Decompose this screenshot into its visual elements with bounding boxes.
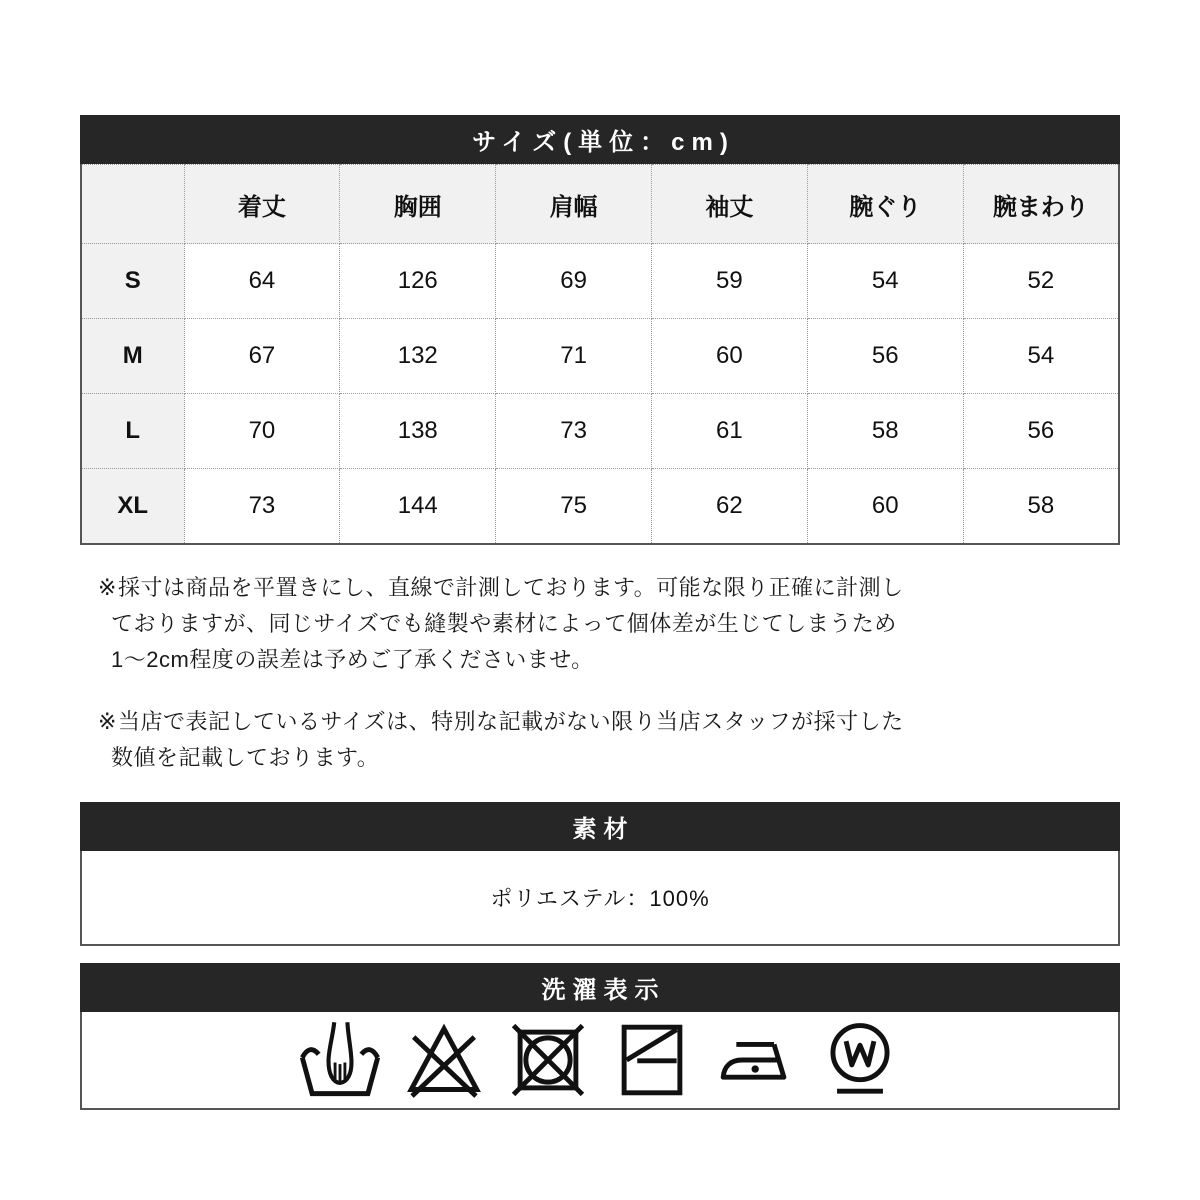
size-value-cell: 71 [496, 319, 652, 394]
size-value-cell: 73 [496, 394, 652, 469]
size-table-header-row [81, 165, 1119, 244]
size-table [80, 164, 1120, 545]
material-value: ポリエステル：100% [490, 886, 710, 911]
size-value-cell: 52 [963, 244, 1119, 319]
staff-measured-note [98, 704, 904, 776]
table-row-m [81, 319, 1119, 394]
laundry-icons-row [80, 1012, 1120, 1110]
table-row-s [81, 244, 1119, 319]
dry-flat-in-shade-icon [611, 1016, 693, 1104]
note-line-text: 当店で表記しているサイズは、特別な記載がない限り当店スタッフが採寸した [117, 709, 904, 734]
material-section [80, 802, 1120, 946]
size-value-cell: 67 [184, 319, 340, 394]
size-value-cell: 60 [651, 319, 807, 394]
do-not-tumble-dry-icon [507, 1016, 589, 1104]
column-header-kyoui: 胸囲 [340, 165, 496, 244]
note-line-text: 1〜2cm程度の誤差は予めご了承くださいませ。 [111, 647, 594, 672]
corner-cell [81, 165, 184, 244]
size-value-cell: 73 [184, 469, 340, 544]
iron-low-icon [715, 1016, 797, 1104]
size-value-cell: 61 [651, 394, 807, 469]
column-header-katahaba: 肩幅 [496, 165, 652, 244]
measurement-note [98, 570, 904, 678]
size-value-cell: 60 [807, 469, 963, 544]
size-value-cell: 56 [963, 394, 1119, 469]
size-table-title: サイズ(単位：cm) [80, 115, 1120, 164]
size-value-cell: 126 [340, 244, 496, 319]
material-body [80, 851, 1120, 946]
size-value-cell: 70 [184, 394, 340, 469]
size-value-cell: 54 [807, 244, 963, 319]
note-marker: ※ [98, 709, 117, 734]
size-table-section [80, 115, 1120, 545]
size-value-cell: 138 [340, 394, 496, 469]
column-header-chakutake: 着丈 [184, 165, 340, 244]
note-line-text: 採寸は商品を平置きにし、直線で計測しております。可能な限り正確に計測し [117, 575, 904, 600]
size-value-cell: 54 [963, 319, 1119, 394]
size-label: S [81, 244, 184, 319]
material-title: 素材 [80, 802, 1120, 851]
hand-wash-icon [299, 1016, 381, 1104]
column-header-udemawari: 腕まわり [963, 165, 1119, 244]
size-label: L [81, 394, 184, 469]
size-value-cell: 56 [807, 319, 963, 394]
note-line-text: ておりますが、同じサイズでも縫製や素材によって個体差が生じてしまうため [111, 611, 897, 636]
table-row-l [81, 394, 1119, 469]
do-not-bleach-icon [403, 1016, 485, 1104]
size-label: M [81, 319, 184, 394]
size-value-cell: 62 [651, 469, 807, 544]
size-value-cell: 132 [340, 319, 496, 394]
wet-clean-gentle-icon [819, 1016, 901, 1104]
size-value-cell: 58 [807, 394, 963, 469]
column-header-udeguri: 腕ぐり [807, 165, 963, 244]
column-header-sodetake: 袖丈 [651, 165, 807, 244]
laundry-section [80, 963, 1120, 1110]
size-value-cell: 75 [496, 469, 652, 544]
size-value-cell: 58 [963, 469, 1119, 544]
size-value-cell: 69 [496, 244, 652, 319]
size-value-cell: 144 [340, 469, 496, 544]
note-line-text: 数値を記載しております。 [111, 745, 380, 770]
size-value-cell: 64 [184, 244, 340, 319]
table-row-xl [81, 469, 1119, 544]
laundry-title: 洗濯表示 [80, 963, 1120, 1012]
size-label: XL [81, 469, 184, 544]
note-marker: ※ [98, 575, 117, 600]
size-value-cell: 59 [651, 244, 807, 319]
